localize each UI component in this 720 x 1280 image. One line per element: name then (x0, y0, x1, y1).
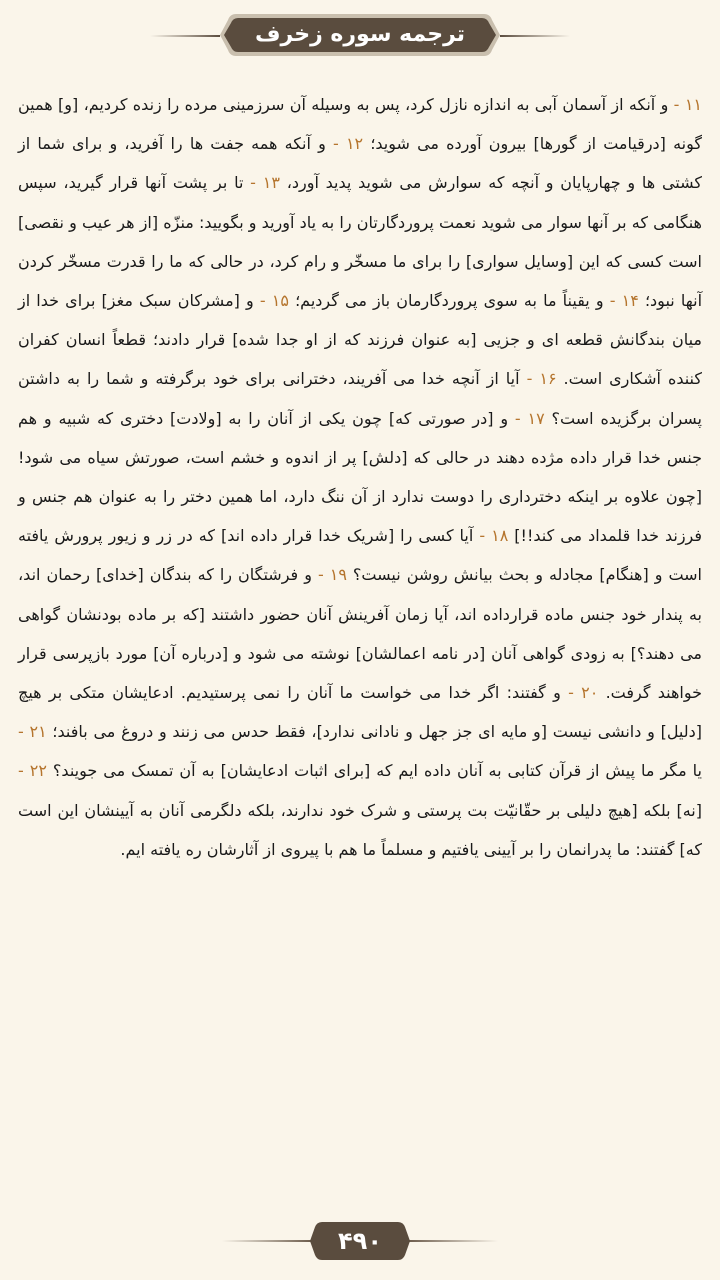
page-number-badge (308, 1220, 412, 1262)
verse-number: ۱۴ - (603, 291, 639, 311)
verse-text: [نه] بلکه [هیچ دلیلی بر حقّانیّت بت پرستی و شرک خود ندارند، بلکه دلگرمی آنان به آیینشان این است که] گفتند: ما پدرانمان را بر آیینی یافتیم و مسلماً ما هم با پیروی از آثارشان ره یافته ایم. (18, 800, 702, 859)
translation-body (18, 85, 702, 869)
verse-text: و [مشرکان سبک مغز] برای خدا از میان بندگانش قطعه ای و جزیی [به عنوان فرزند که از او جدا شده] قرار دادند؛ قطعاً انسان کفران کننده آشکاری است. (18, 291, 702, 389)
footer (0, 1218, 720, 1266)
verse-number: ۱۵ - (253, 291, 289, 311)
verse-number: ۲۰ - (560, 683, 599, 703)
verse-text: و [در صورتی که] چون یکی از آنان را به [ولادت] دختری که شبیه و هم جنس خدا قرار داده مژده دهند در حالی که [دلش] پر از اندوه و خشم است، صورتش سیاه می شود! [چون علاوه بر اینکه دخترداری را دوست ندارد از آن ننگ دارد، اما همین دختر را به عنوان هم جنس و فرزند خدا قلمداد می کند!!] (18, 408, 703, 546)
verse-text: و گفتند: اگر خدا می خواست ما آنان را نمی پرستیدیم. ادعایشان متکی بر هیچ [دلیل] و دانشی نیست [و مایه ای جز جهل و نادانی ندارد]، فقط حدس می زنند و دروغ می بافند؛ (18, 683, 703, 742)
verse-text: یا مگر ما پیش از قرآن کتابی به آنان داده ایم که [برای اثبات ادعایشان] به آن تمسک می جویند؟ (46, 761, 703, 781)
header-left-ornament-line (150, 35, 220, 37)
header (0, 10, 720, 62)
verse-number: ۲۲ - (18, 761, 47, 781)
page-number: ۴۹۰ (338, 1227, 382, 1255)
verse-text: و فرشتگان را که بندگان [خدای] رحمان اند، به پندار خود جنس ماده قرارداده اند، آیا زمان آفرینش آنان حضور داشتند [که بر ماده بودنشان گواهی می دهند؟] به زودی گواهی آنان [در نامه اعمالشان] نوشته می شود و [درباره آن] مورد بازپرسی قرار خواهند گرفت. (18, 565, 703, 703)
verse-text: و آنکه از آسمان آبی به اندازه نازل کرد، پس به وسیله آن سرزمینی مرده را زنده کردیم، [و] همین گونه [درقیامت از گورها] بیرون آورده می شوید؛ (18, 95, 702, 154)
verse-number: ۱۹ - (311, 565, 347, 585)
page-title: ترجمه سوره زخرف (254, 22, 466, 47)
verse-text: آیا کسی را [شریک خدا قرار داده اند] که در زر و زیور پرورش یافته است و [هنگام] مجادله و بحث بیانش روشن نیست؟ (18, 526, 703, 585)
verse-text: تا بر پشت آنها قرار گیرید، سپس هنگامی که بر آنها سوار می شوید نعمت پروردگارتان را به یاد آورید و بگویید: منزّه [از هر عیب و نقصی] است کسی که این [وسایل سواری] را برای ما مسخّر و رام کرد، در حالی که ما را قدرت مسخّر کردن آنها نبود؛ (18, 173, 703, 311)
verse-number: ۱۸ - (473, 526, 509, 546)
footer-left-ornament-line (222, 1240, 312, 1242)
verse-number: ۱۱ - (668, 95, 702, 114)
footer-right-ornament-line (408, 1240, 498, 1242)
header-right-ornament-line (500, 35, 570, 37)
verse-number: ۱۷ - (508, 408, 545, 428)
verse-number: ۱۳ - (243, 173, 280, 193)
verse-number: ۱۲ - (325, 134, 364, 154)
verse-text: و آنکه همه جفت ها را آفرید، و برای شما از کشتی ها و چهارپایان و آنچه که سوارش می شوید پدید آورد، (18, 134, 702, 193)
verse-text: آیا از آنچه خدا می آفریند، دخترانی برای خود برگرفته و شما را به داشتن پسران برگزیده است؟ (18, 369, 702, 428)
title-badge (218, 12, 502, 58)
verse-text: و یقیناً ما به سوی پروردگارمان باز می گردیم؛ (288, 291, 604, 311)
verse-number: ۲۱ - (18, 722, 47, 742)
verse-number: ۱۶ - (519, 369, 557, 389)
